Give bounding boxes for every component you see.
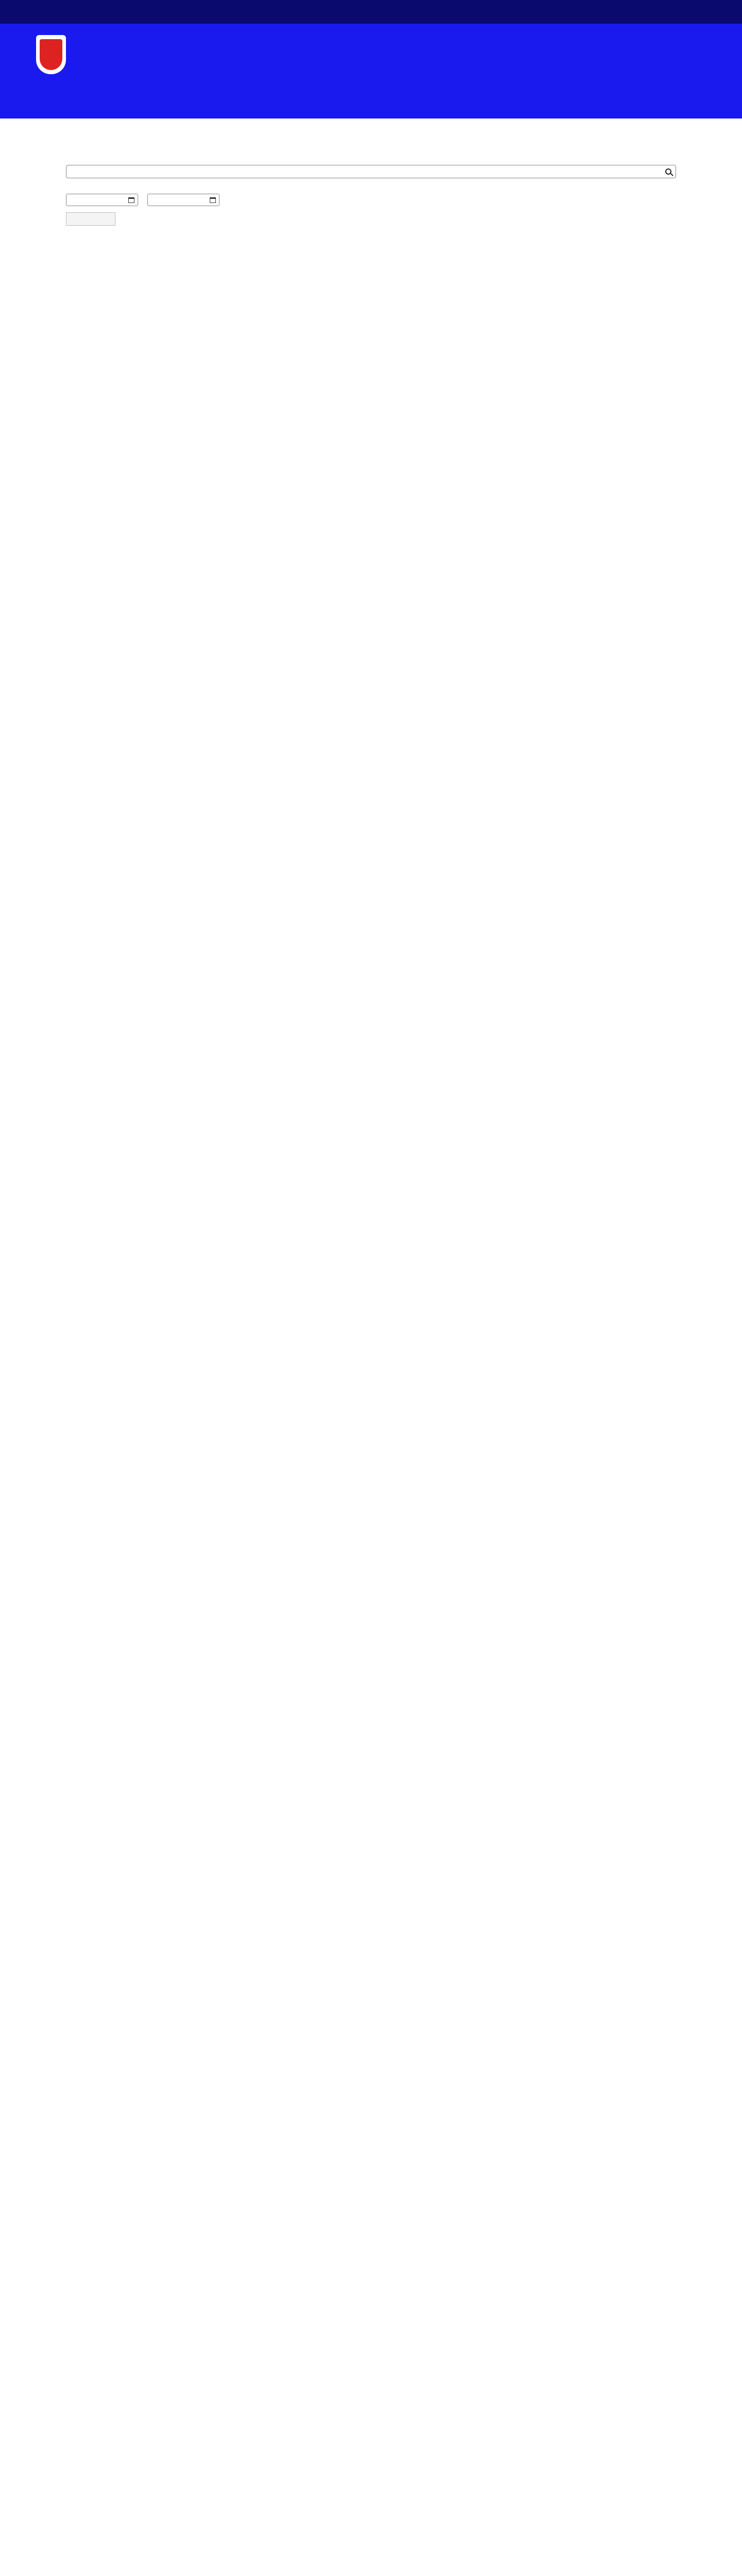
announcements-grid [0,269,742,2576]
calendar-icon[interactable] [210,197,216,203]
end-date-input[interactable] [147,194,220,206]
breadcrumb [0,118,742,133]
site-header [0,24,742,118]
calendar-icon[interactable] [128,197,134,203]
district-logo[interactable] [36,35,66,74]
search-section [0,165,742,228]
logo-mark [40,39,62,70]
search-icon[interactable] [665,168,671,175]
utility-bar [0,0,742,24]
search-bar [66,165,676,178]
start-date-input[interactable] [66,194,138,206]
date-range [66,194,676,206]
search-button[interactable] [66,212,115,226]
search-input[interactable] [71,168,611,175]
